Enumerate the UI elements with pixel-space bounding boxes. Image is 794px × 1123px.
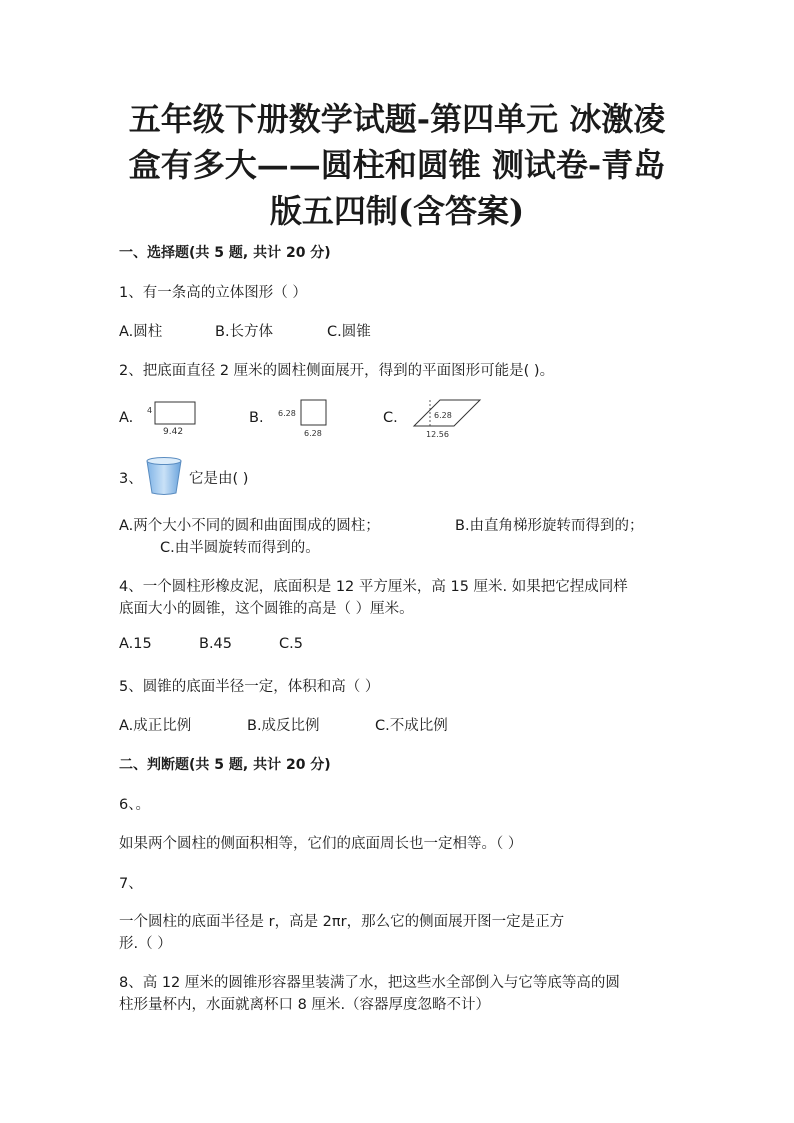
section-2-heading: 二、判断题(共 5 题, 共计 20 分): [119, 757, 331, 773]
title-line-3: 版五四制(含答案): [269, 192, 525, 230]
question-4-option-b[interactable]: B.45: [199, 636, 233, 652]
rectangle-figure-a: [143, 398, 205, 438]
question-1-text: 1、有一条高的立体图形（ ）: [119, 285, 307, 301]
question-5-option-a[interactable]: A.成正比例: [119, 718, 192, 734]
question-7-number: 7、: [119, 876, 143, 892]
figure-b-bottom-label: 6.28: [304, 429, 322, 438]
question-1-option-c[interactable]: C.圆锥: [327, 324, 371, 340]
page-title: [100, 96, 694, 234]
question-4-line-1: 4、一个圆柱形橡皮泥，底面积是 12 平方厘米，高 15 厘米. 如果把它捏成同样: [119, 579, 628, 595]
question-6-number: 6、。: [119, 797, 150, 813]
question-8-line-1: 8、高 12 厘米的圆锥形容器里装满了水，把这些水全部倒入与它等底等高的圆: [119, 975, 620, 991]
figure-c-height-label: 6.28: [434, 411, 452, 420]
figure-a-side-label: 4: [147, 406, 153, 415]
figure-a-bottom-label: 9.42: [163, 427, 184, 437]
question-2-text: 2、把底面直径 2 厘米的圆柱侧面展开，得到的平面图形可能是( )。: [119, 363, 555, 379]
title-line-1: 五年级下册数学试题-第四单元 冰激凌: [128, 100, 666, 138]
cup-icon: [145, 456, 183, 496]
question-4-line-2: 底面大小的圆锥，这个圆锥的高是（ ）厘米。: [119, 601, 414, 617]
question-7-line-2: 形.（ ）: [119, 936, 172, 952]
square-figure-b: [276, 396, 340, 440]
question-4-option-a[interactable]: A.15: [119, 636, 152, 652]
question-3-number: 3、: [119, 471, 143, 487]
question-1-option-a[interactable]: A.圆柱: [119, 324, 163, 340]
question-2-option-c-letter[interactable]: C.: [383, 410, 398, 426]
question-4-option-c[interactable]: C.5: [279, 636, 303, 652]
question-5-text: 5、圆锥的底面半径一定，体积和高（ ）: [119, 679, 380, 695]
question-2-option-b-figure[interactable]: [276, 396, 340, 444]
question-2-option-c-figure[interactable]: [406, 396, 486, 446]
question-3-option-c[interactable]: C.由半圆旋转而得到的。: [160, 540, 320, 556]
question-7-line-1: 一个圆柱的底面半径是 r，高是 2πr，那么它的侧面展开图一定是正方: [119, 914, 565, 930]
question-2-option-b-letter[interactable]: B.: [249, 410, 264, 426]
figure-b-side-label: 6.28: [278, 409, 296, 418]
question-1-option-b[interactable]: B.长方体: [215, 324, 274, 340]
question-3-text: 它是由( ): [189, 471, 249, 487]
question-2-option-a-letter[interactable]: A.: [119, 410, 134, 426]
parallelogram-figure-c: [406, 396, 486, 442]
figure-c-bottom-label: 12.56: [426, 430, 449, 439]
question-6-text: 如果两个圆柱的侧面积相等，它们的底面周长也一定相等。（ ）: [119, 836, 523, 852]
question-5-option-c[interactable]: C.不成比例: [375, 718, 448, 734]
section-1-heading: 一、选择题(共 5 题, 共计 20 分): [119, 245, 331, 261]
question-5-option-b[interactable]: B.成反比例: [247, 718, 320, 734]
question-8-line-2: 柱形量杯内，水面就离杯口 8 厘米.（容器厚度忽略不计）: [119, 997, 491, 1013]
question-3-option-a[interactable]: A.两个大小不同的圆和曲面围成的圆柱；: [119, 518, 380, 534]
question-3-option-b[interactable]: B.由直角梯形旋转而得到的；: [455, 518, 644, 534]
question-2-option-a-figure[interactable]: [143, 398, 205, 442]
question-3-cup-figure: [145, 456, 183, 500]
title-line-2: 盒有多大——圆柱和圆锥 测试卷-青岛: [128, 146, 666, 184]
